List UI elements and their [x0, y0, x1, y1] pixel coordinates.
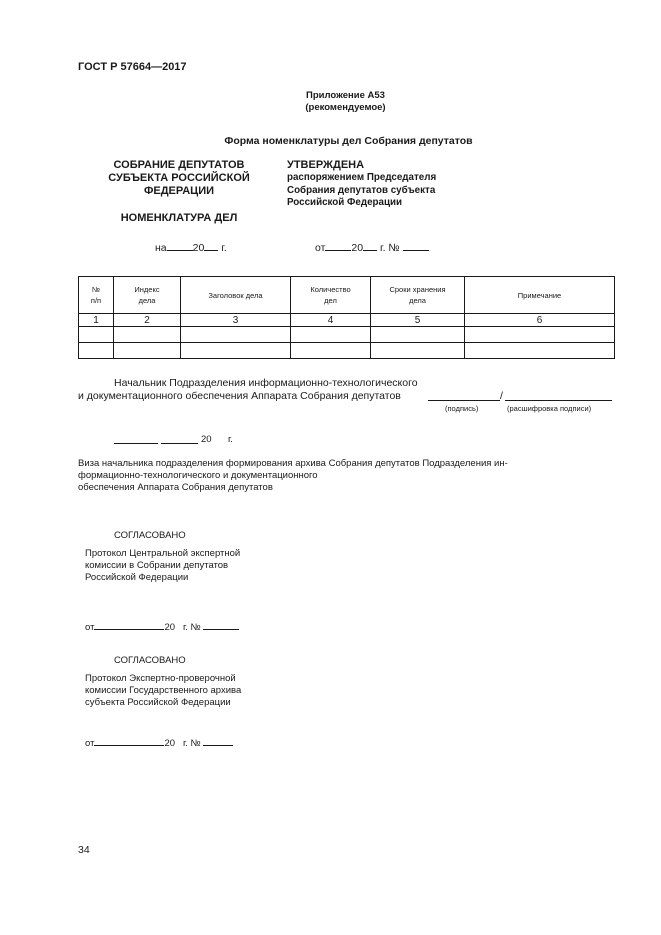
table-row	[79, 343, 615, 359]
appendix-subtitle: (рекомендуемое)	[305, 102, 386, 113]
date-ot-line	[315, 240, 429, 254]
table-cell	[79, 343, 114, 359]
table-row	[79, 327, 615, 343]
nomenclature-table	[78, 276, 615, 359]
signature-slash: /	[500, 390, 503, 402]
signature-line-2: и документационного обеспечения Аппарата Собрания депутатов	[78, 390, 401, 402]
approval-block	[287, 159, 436, 210]
table-cell	[181, 327, 291, 343]
ot-label: от	[315, 242, 326, 254]
signature-underline	[428, 400, 500, 401]
col-header-note: Примечание	[465, 277, 615, 314]
col-header-storage: Сроки хранения дела	[371, 277, 465, 314]
table-cell	[465, 343, 615, 359]
protocol-line: Протокол Центральной экспертной	[85, 548, 241, 559]
visa-line: формационно-технологического и документационного	[78, 470, 318, 481]
organization-line: СУБЪЕКТА РОССИЙСКОЙ	[108, 172, 250, 184]
col-header-title: Заголовок дела	[181, 277, 291, 314]
protocol-line: субъекта Российской Федерации	[85, 697, 231, 708]
organization-line: ФЕДЕРАЦИИ	[143, 185, 215, 197]
table-cell	[114, 343, 181, 359]
table-cell: 3	[181, 314, 291, 327]
approval-title: УТВЕРЖДЕНА	[287, 159, 365, 171]
protocol-line: комиссии Государственного архива	[85, 685, 242, 696]
signature-caption: (подпись)	[445, 404, 479, 413]
agreed-protocol-block	[85, 548, 240, 584]
approval-line: Российской Федерации	[287, 197, 403, 208]
visa-block	[78, 458, 508, 494]
col-header-index: Индекс дела	[114, 277, 181, 314]
month-underline	[161, 443, 198, 444]
table-cell	[181, 343, 291, 359]
ot-label: от	[85, 622, 95, 633]
approval-line: Собрания депутатов субъекта	[287, 184, 436, 196]
table-cell: 5	[371, 314, 465, 327]
table-cell	[114, 327, 181, 343]
table-header-row	[79, 277, 615, 314]
table-cell	[291, 343, 371, 359]
approval-line: распоряжением Председателя	[287, 172, 437, 183]
protocol-line: комиссии в Собрании депутатов	[85, 560, 229, 571]
decode-caption: (расшифровка подписи)	[507, 404, 592, 413]
table-cell	[79, 327, 114, 343]
date-na-line	[155, 240, 227, 254]
year-label: 20	[164, 622, 176, 633]
year-label: 20	[192, 242, 205, 254]
standard-number: ГОСТ Р 57664—2017	[78, 61, 187, 73]
sign-year: 20	[201, 434, 212, 445]
date-underline	[114, 443, 158, 444]
table-cell	[371, 343, 465, 359]
agreed-title: СОГЛАСОВАНО	[114, 655, 186, 666]
table-cell: 4	[291, 314, 371, 327]
g-number-label: г. №	[182, 622, 201, 633]
visa-line: Виза начальника подразделения формирования архива Собрания депутатов Подразделения ин-	[78, 458, 508, 469]
g-number-label: г. №	[182, 738, 201, 749]
year-label: 20	[351, 242, 364, 254]
table-cell	[371, 327, 465, 343]
table-cell	[465, 327, 615, 343]
g-label: г.	[221, 242, 227, 254]
form-title: Форма номенклатуры дел Собрания депутатов	[224, 135, 473, 147]
table-numbering-row	[79, 314, 615, 327]
agreed-protocol-block	[85, 673, 241, 709]
na-label: на	[155, 242, 167, 254]
organization-block	[90, 159, 268, 198]
sign-g: г.	[228, 434, 233, 445]
agreed-date-line	[85, 619, 239, 633]
organization-line: СОБРАНИЕ ДЕПУТАТОВ	[113, 159, 245, 171]
appendix-title: Приложение А53	[306, 90, 385, 101]
table-cell	[291, 327, 371, 343]
table-cell: 6	[465, 314, 615, 327]
year-label: 20	[164, 738, 176, 749]
visa-line: обеспечения Аппарата Собрания депутатов	[78, 482, 273, 493]
page-number: 34	[78, 844, 90, 856]
ot-label: от	[85, 738, 95, 749]
table-cell: 2	[114, 314, 181, 327]
col-header-number: № п/п	[79, 277, 114, 314]
nomenclature-title: НОМЕНКЛАТУРА ДЕЛ	[120, 212, 238, 224]
table-cell: 1	[79, 314, 114, 327]
col-header-quantity: Количество дел	[291, 277, 371, 314]
decode-underline	[505, 400, 612, 401]
agreed-date-line	[85, 735, 233, 749]
agreed-title: СОГЛАСОВАНО	[114, 530, 186, 541]
g-number-label: г. №	[380, 242, 400, 254]
protocol-line: Российской Федерации	[85, 572, 189, 583]
signature-line-1: Начальник Подразделения информационно-технологического	[114, 377, 418, 389]
protocol-line: Протокол Экспертно-проверочной	[85, 673, 236, 684]
